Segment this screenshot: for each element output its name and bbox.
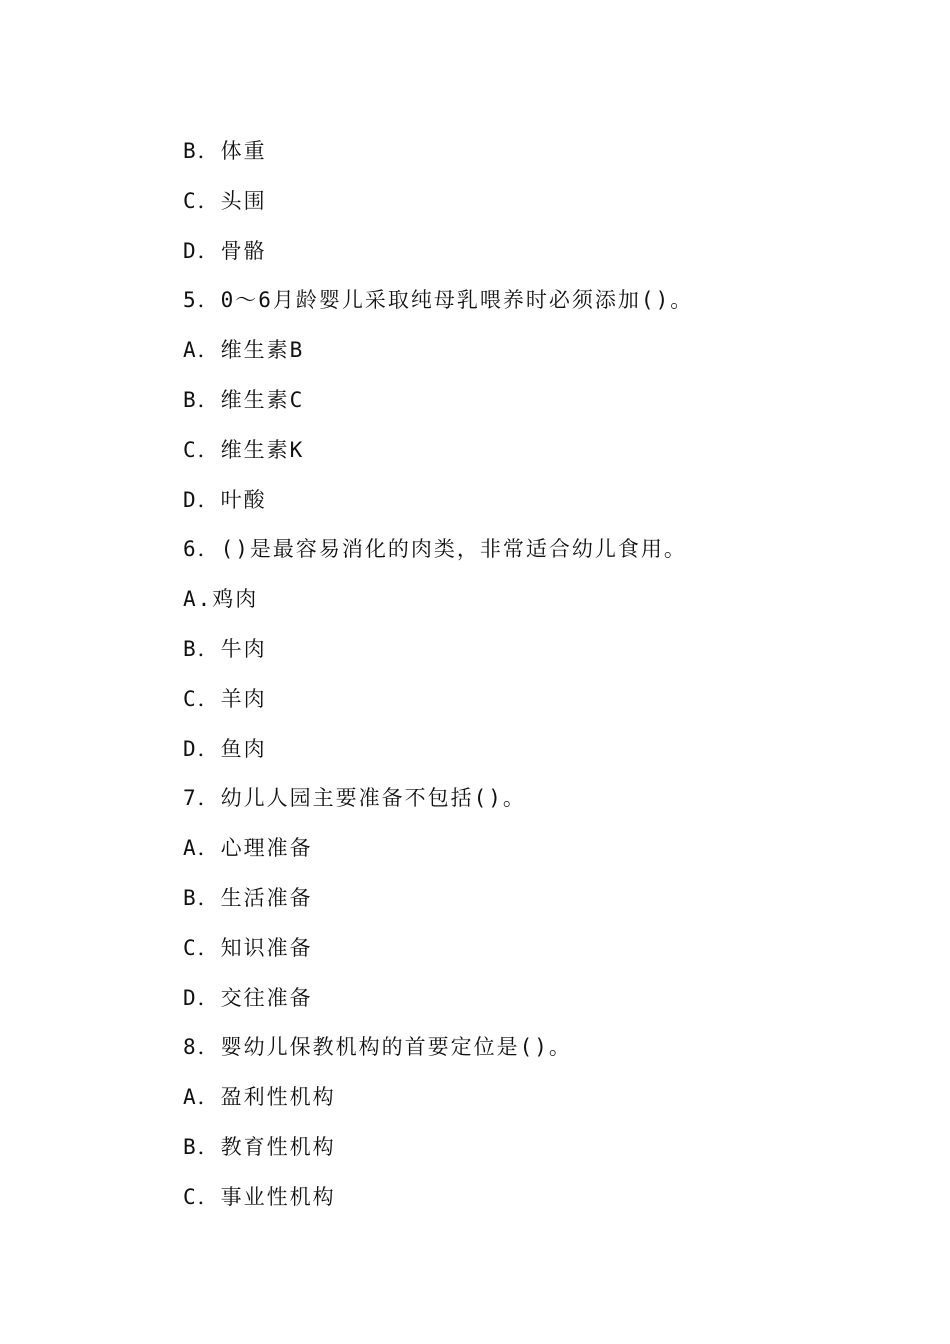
question-5-option-a: A．维生素B — [183, 338, 305, 363]
question-7-option-c: C．知识准备 — [183, 935, 313, 960]
question-8-option-a: A．盈利性机构 — [183, 1085, 336, 1110]
question-7-option-b: B．生活准备 — [183, 885, 313, 910]
question-list — [183, 134, 903, 1230]
question-8-option-b: B．教育性机构 — [183, 1134, 336, 1159]
option-d-bones: D．骨骼 — [183, 238, 267, 263]
question-5-option-c: C．维生素K — [183, 437, 305, 462]
option-c-head-circumference: C．头围 — [183, 188, 267, 213]
question-6-option-a: A.鸡肉 — [183, 587, 259, 612]
question-6-option-b: B．牛肉 — [183, 636, 267, 661]
question-6-option-d: D．鱼肉 — [183, 736, 267, 761]
question-6-option-c: C．羊肉 — [183, 686, 267, 711]
question-5: 5．0～6月龄婴儿采取纯母乳喂养时必须添加()。 — [183, 288, 694, 313]
question-7-option-d: D．交往准备 — [183, 985, 313, 1010]
option-b-weight: B．体重 — [183, 139, 267, 163]
question-5-option-b: B．维生素C — [183, 387, 305, 412]
question-5-option-d: D．叶酸 — [183, 487, 267, 512]
question-8-option-c: C．事业性机构 — [183, 1184, 336, 1209]
question-7-option-a: A．心理准备 — [183, 836, 313, 861]
question-7: 7．幼儿人园主要准备不包括()。 — [183, 786, 526, 811]
question-6: 6．()是最容易消化的肉类，非常适合幼儿食用。 — [183, 537, 687, 562]
question-8: 8．婴幼儿保教机构的首要定位是()。 — [183, 1035, 572, 1060]
